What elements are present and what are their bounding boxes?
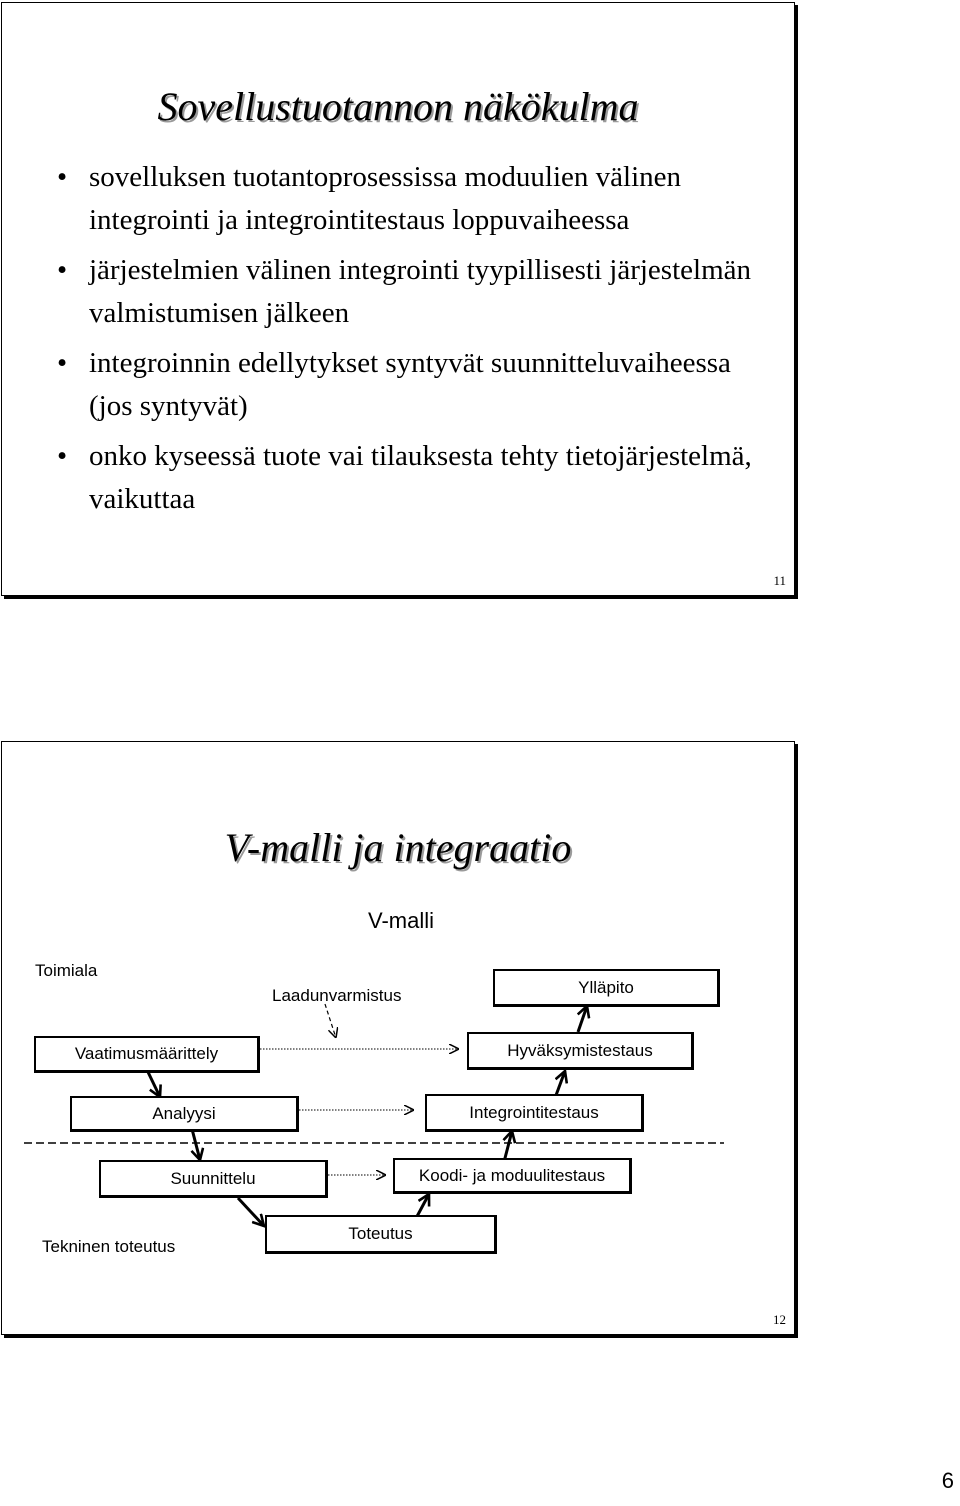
analyysi-box: Analyysi [70, 1096, 299, 1132]
arrow-hyvaksymis-yllapito [578, 1006, 587, 1032]
koodi-ja-moduulitestaus-box: Koodi- ja moduulitestaus [393, 1158, 632, 1194]
integrointitestaus-box: Integrointitestaus [425, 1094, 644, 1132]
slide-title: Sovellustuotannon näkökulma [157, 84, 639, 129]
bullet-item: • sovelluksen tuotantoprosessissa moduulien välinen integrointi ja integrointitestaus loppuvaiheessa [57, 156, 757, 242]
arrow-analyysi-suunnittelu [192, 1129, 200, 1160]
bullet-item: • integroinnin edellytykset syntyvät suunnitteluvaiheessa (jos syntyvät) [57, 342, 757, 428]
yllapito-box: Ylläpito [493, 969, 720, 1007]
toteutus-box: Toteutus [265, 1215, 497, 1254]
slide-title: V-malli ja integraatio [224, 825, 572, 870]
slide-number: 12 [773, 1312, 786, 1327]
arrow-suunnittelu-toteutus [238, 1198, 264, 1226]
toimiala-label: Toimiala [35, 961, 98, 980]
bullet-item: • järjestelmien välinen integrointi tyypillisesti järjestelmän valmistumisen jälkeen [57, 249, 757, 335]
suunnittelu-box: Suunnittelu [99, 1160, 328, 1198]
page-number: 6 [941, 1468, 954, 1493]
tekninen-toteutus-label: Tekninen toteutus [42, 1237, 176, 1256]
arrow-vaatimus-analyysi [148, 1072, 160, 1097]
slide-11 [1, 2, 795, 596]
slide-number: 11 [773, 573, 786, 588]
slide-12 [1, 741, 795, 1335]
laadunvarmistus-pointer [325, 1004, 336, 1038]
hyvaksymistestaus-box: Hyväksymistestaus [467, 1032, 694, 1070]
v-model-heading: V-malli [368, 908, 435, 933]
vaatimusmaarittely-box: Vaatimusmäärittely [34, 1036, 260, 1073]
bullet-item: • onko kyseessä tuote vai tilauksesta tehty tietojärjestelmä, vaikuttaa [57, 435, 757, 521]
bullet-list [57, 156, 757, 528]
laadunvarmistus-label: Laadunvarmistus [272, 986, 402, 1005]
